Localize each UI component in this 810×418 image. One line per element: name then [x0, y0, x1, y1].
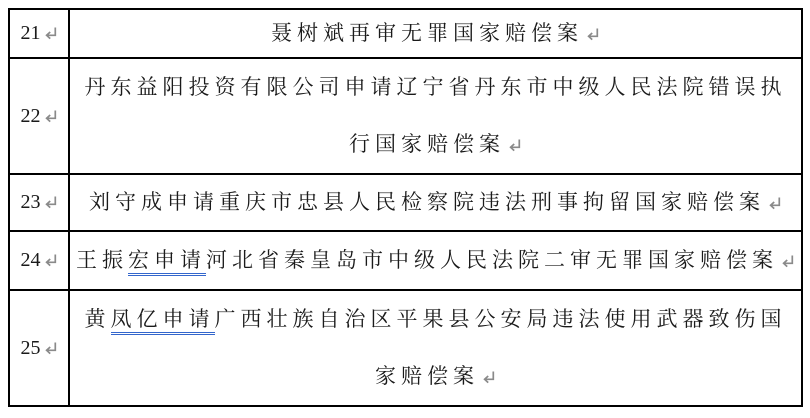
case-name-text: 王振: [76, 248, 128, 272]
table-row: [9, 290, 802, 406]
row-number-cell: [9, 9, 69, 58]
cases-table: [8, 8, 803, 407]
table-row: [9, 58, 802, 174]
table-row: [9, 174, 802, 231]
row-number: 22: [20, 104, 41, 127]
case-name-line: [70, 116, 801, 173]
row-number-cell: [9, 290, 69, 406]
paragraph-return-icon: [781, 254, 795, 268]
row-number: 24: [20, 249, 41, 271]
paragraph-return-icon: [44, 195, 58, 209]
case-name-text: 刘守成申请重庆市忠县人民检察院违法刑事拘留国家赔偿案: [89, 190, 765, 214]
case-name-line: [70, 348, 801, 405]
case-name-line: [70, 175, 801, 230]
row-number-cell: [9, 174, 69, 231]
paragraph-return-icon: [44, 341, 58, 355]
row-number-cell: [9, 231, 69, 290]
case-name-cell: [69, 9, 802, 58]
row-number-cell: [9, 58, 69, 174]
grammar-checked-text: 宏申请: [128, 248, 206, 276]
paragraph-return-icon: [44, 26, 58, 40]
case-name-text: 家赔偿案: [375, 364, 479, 388]
case-name-cell: [69, 174, 802, 231]
case-name-line: [70, 59, 801, 116]
case-name-cell: [69, 58, 802, 174]
case-name-line: [70, 291, 801, 348]
paragraph-return-icon: [508, 138, 522, 152]
case-name-text: 广西壮族自治区平果县公安局违法使用武器致伤国: [214, 307, 787, 331]
paragraph-return-icon: [44, 253, 58, 267]
paragraph-return-icon: [482, 370, 496, 384]
grammar-checked-text: 凤亿申请: [111, 307, 215, 335]
case-name-line: [70, 10, 801, 57]
case-name-line: [70, 232, 801, 289]
case-name-cell: [69, 231, 802, 290]
paragraph-return-icon: [586, 27, 600, 41]
cases-table-body: [9, 9, 802, 406]
case-name-cell: [69, 290, 802, 406]
case-name-text: 黄: [84, 307, 111, 331]
table-row: [9, 231, 802, 290]
case-name-text: 丹东益阳投资有限公司申请辽宁省丹东市中级人民法院错误执: [84, 75, 787, 99]
row-number: 23: [20, 191, 41, 213]
paragraph-return-icon: [768, 196, 782, 210]
row-number: 25: [20, 336, 41, 359]
case-name-text: 聂树斌再审无罪国家赔偿案: [271, 21, 583, 45]
table-row: [9, 9, 802, 58]
row-number: 21: [20, 22, 41, 44]
case-name-text: 行国家赔偿案: [349, 132, 505, 156]
case-name-text: 河北省秦皇岛市中级人民法院二审无罪国家赔偿案: [206, 248, 778, 272]
paragraph-return-icon: [44, 109, 58, 123]
